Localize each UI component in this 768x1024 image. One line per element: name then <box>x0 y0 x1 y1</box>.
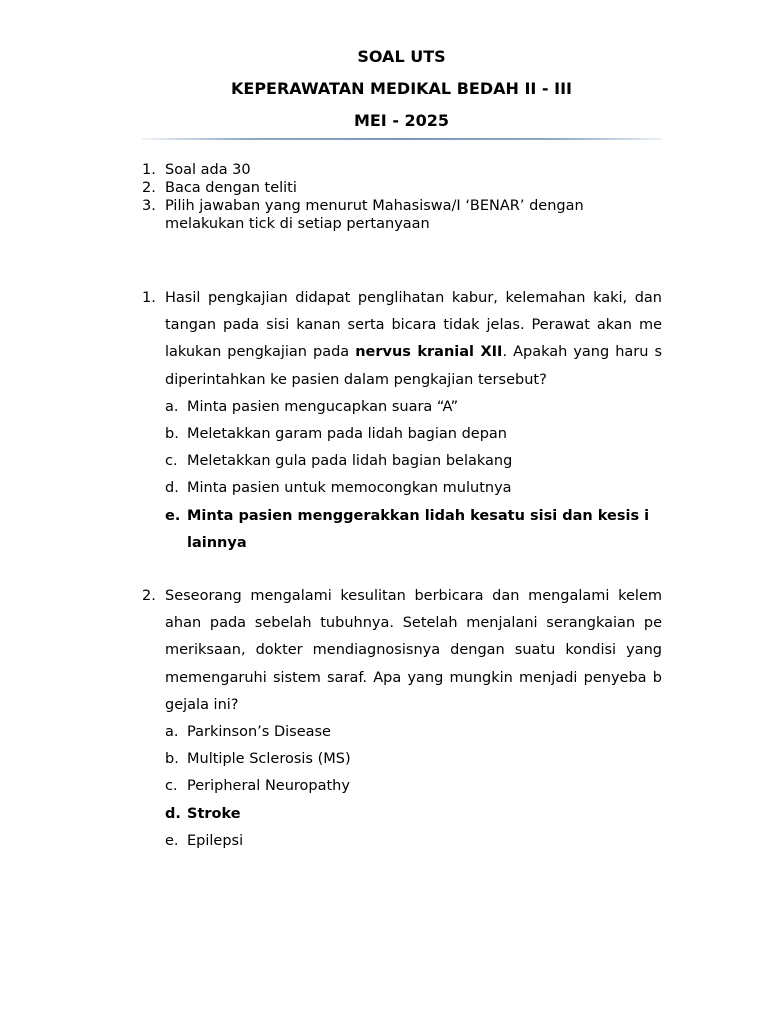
option-text: Parkinson’s Disease <box>187 724 331 741</box>
question-1 <box>142 285 662 557</box>
option-letter: a. <box>165 398 179 415</box>
option-text: Meletakkan garam pada lidah bagian depan <box>187 426 507 443</box>
instruction-number: 1. <box>142 162 156 178</box>
option-text: Multiple Sclerosis (MS) <box>187 751 351 768</box>
option-text: Epilepsi <box>187 832 244 849</box>
instruction-number: 3. <box>142 198 156 214</box>
question-number: 1. <box>142 290 156 306</box>
question-text: . Apakah yang haru s diperintahkan ke pasien dalam pengkajian tersebut? <box>165 344 662 388</box>
instruction-text: Baca dengan teliti <box>165 180 297 196</box>
answer-option-a[interactable] <box>142 394 662 421</box>
question-text: Seseorang mengalami kesulitan berbicara dan mengalami kelem ahan pada sebelah tubuhnya. Setelah menjalani serangkaian pe meriksaan, dokter mendiagnosisnya dengan suatu kondisi yang memengaruhi sistem saraf. Apa yang mungkin menjadi penyeba b gejala ini? <box>165 588 662 713</box>
question-number: 2. <box>142 588 156 604</box>
answer-option-c[interactable] <box>142 448 662 475</box>
question-text: Hasil pengkajian didapat penglihatan kabur, kelemahan kaki, dan tangan pada sisi kanan serta bicara tidak jelas. Perawat akan me lakukan pengkajian pada <box>165 290 662 361</box>
title-line-2: KEPERAWATAN MEDIKAL BEDAH II - III <box>231 79 572 98</box>
answer-options <box>142 719 662 855</box>
option-letter: d. <box>165 805 181 822</box>
option-letter: b. <box>165 751 179 768</box>
option-letter: d. <box>165 480 179 497</box>
option-letter: b. <box>165 426 179 443</box>
answer-option-c[interactable] <box>142 773 662 800</box>
title-line-1: SOAL UTS <box>357 47 446 66</box>
option-letter: c. <box>165 453 178 470</box>
answer-option-b[interactable] <box>142 421 662 448</box>
answer-option-e-correct[interactable] <box>142 503 662 557</box>
question-2 <box>142 583 662 855</box>
option-letter: e. <box>165 832 179 849</box>
instruction-item <box>142 161 662 179</box>
answer-option-e[interactable] <box>142 828 662 855</box>
title-line-3: MEI - 2025 <box>353 111 450 130</box>
answer-option-b[interactable] <box>142 746 662 773</box>
answer-option-a[interactable] <box>142 719 662 746</box>
header-divider <box>142 138 662 140</box>
instruction-item <box>142 197 662 233</box>
option-letter: a. <box>165 724 179 741</box>
answer-option-d[interactable] <box>142 475 662 502</box>
option-text: Minta pasien untuk memocongkan mulutnya <box>187 480 512 497</box>
instruction-number: 2. <box>142 180 156 196</box>
option-text: Peripheral Neuropathy <box>187 778 350 795</box>
option-letter: c. <box>165 778 178 795</box>
instructions-list <box>142 161 662 233</box>
instruction-text: Pilih jawaban yang menurut Mahasiswa/I ‘BENAR’ dengan melakukan tick di setiap pertanyaan <box>165 198 584 232</box>
option-letter: e. <box>165 507 181 524</box>
question-stem <box>142 285 662 394</box>
question-text-bold: nervus kranial XII <box>355 344 503 361</box>
answer-options <box>142 394 662 557</box>
answer-option-d-correct[interactable] <box>142 801 662 828</box>
option-text: Stroke <box>187 805 241 822</box>
instruction-text: Soal ada 30 <box>165 162 251 178</box>
question-stem <box>142 583 662 719</box>
option-text: Minta pasien mengucapkan suara “A” <box>187 398 459 415</box>
option-text: Minta pasien menggerakkan lidah kesatu sisi dan kesis i lainnya <box>187 507 650 551</box>
instruction-item <box>142 179 662 197</box>
option-text: Meletakkan gula pada lidah bagian belakang <box>187 453 513 470</box>
